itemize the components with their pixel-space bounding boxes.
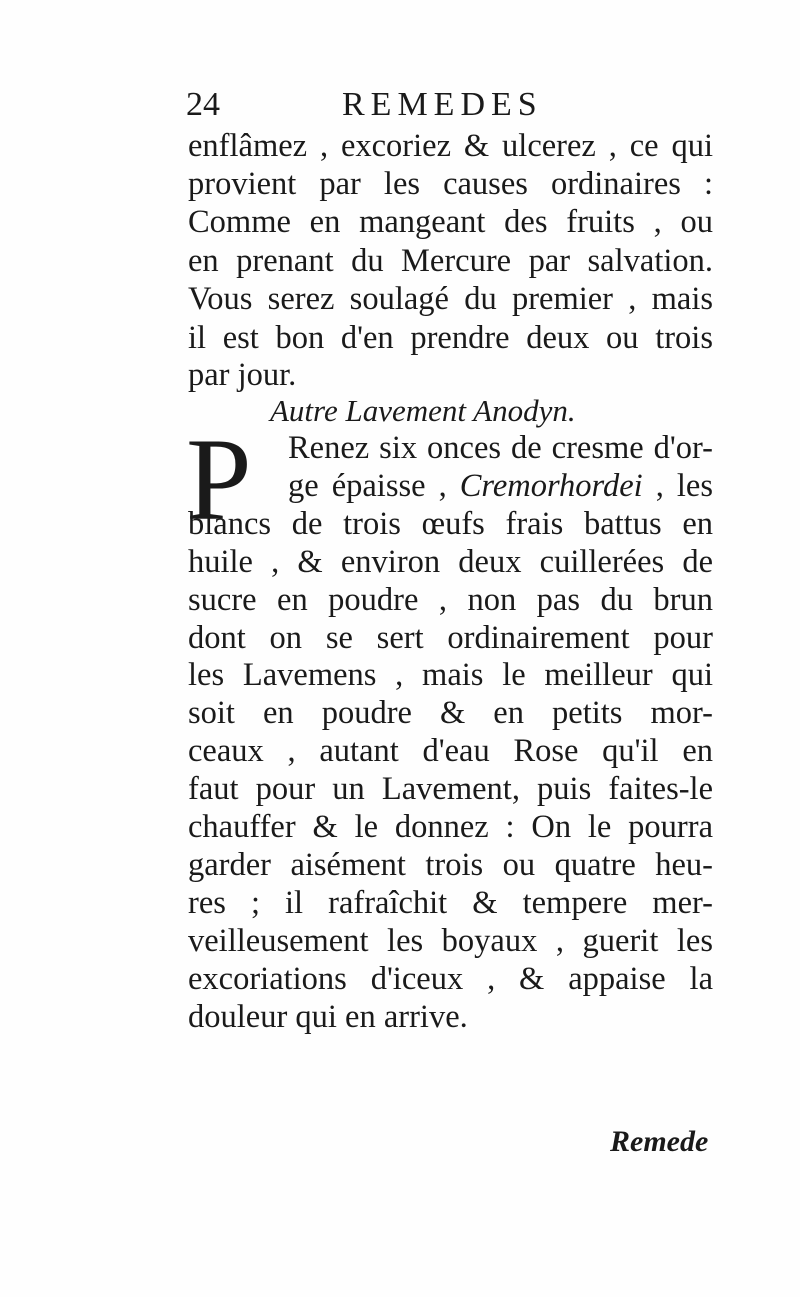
text-line: excoriations d'iceux , & appaise la [188, 961, 713, 997]
text-line: ceaux , autant d'eau Rose qu'il en [188, 733, 713, 769]
text-line-part: , les [642, 468, 713, 504]
text-line: veilleusement les boyaux , guerit les [188, 923, 713, 959]
text-line: enflâmez , excoriez & ulcerez , ce qui [188, 128, 713, 164]
drop-cap: P [186, 414, 252, 545]
running-title: REMEDES [342, 86, 543, 123]
text-line [288, 468, 713, 504]
text-line: huile , & environ deux cuillerées de [188, 544, 713, 580]
text-line: chauffer & le donnez : On le pourra [188, 809, 713, 845]
text-line: provient par les causes ordinaires : [188, 166, 713, 202]
text-line: dont on se sert ordinairement pour [188, 620, 713, 656]
text-line-part: ge épaisse , [288, 468, 460, 504]
page-header [186, 86, 716, 130]
text-line: les Lavemens , mais le meilleur qui [188, 657, 713, 693]
text-line: Renez six onces de cresme d'or- [288, 430, 713, 466]
text-line: garder aisément trois ou quatre heu- [188, 847, 713, 883]
text-line: Vous serez soulagé du premier , mais [188, 281, 713, 317]
text-line: faut pour un Lavement, puis faites-le [188, 771, 713, 807]
latin-term: Cremorhordei [459, 468, 643, 504]
subheading: Autre Lavement Anodyn. [270, 393, 576, 428]
text-line: sucre en poudre , non pas du brun [188, 582, 713, 618]
text-line: res ; il rafraîchit & tempere mer- [188, 885, 713, 921]
text-line: en prenant du Mercure par salvation. [188, 243, 713, 279]
text-line: il est bon d'en prendre deux ou trois [188, 320, 713, 356]
page-number: 24 [186, 86, 220, 123]
catchword: Remede [610, 1125, 709, 1158]
text-line: Comme en mangeant des fruits , ou [188, 204, 713, 240]
text-line: blancs de trois œufs frais battus en [188, 506, 713, 542]
text-line: par jour. [188, 357, 297, 393]
text-line: soit en poudre & en petits mor- [188, 695, 713, 731]
text-line: douleur qui en arrive. [188, 999, 468, 1035]
